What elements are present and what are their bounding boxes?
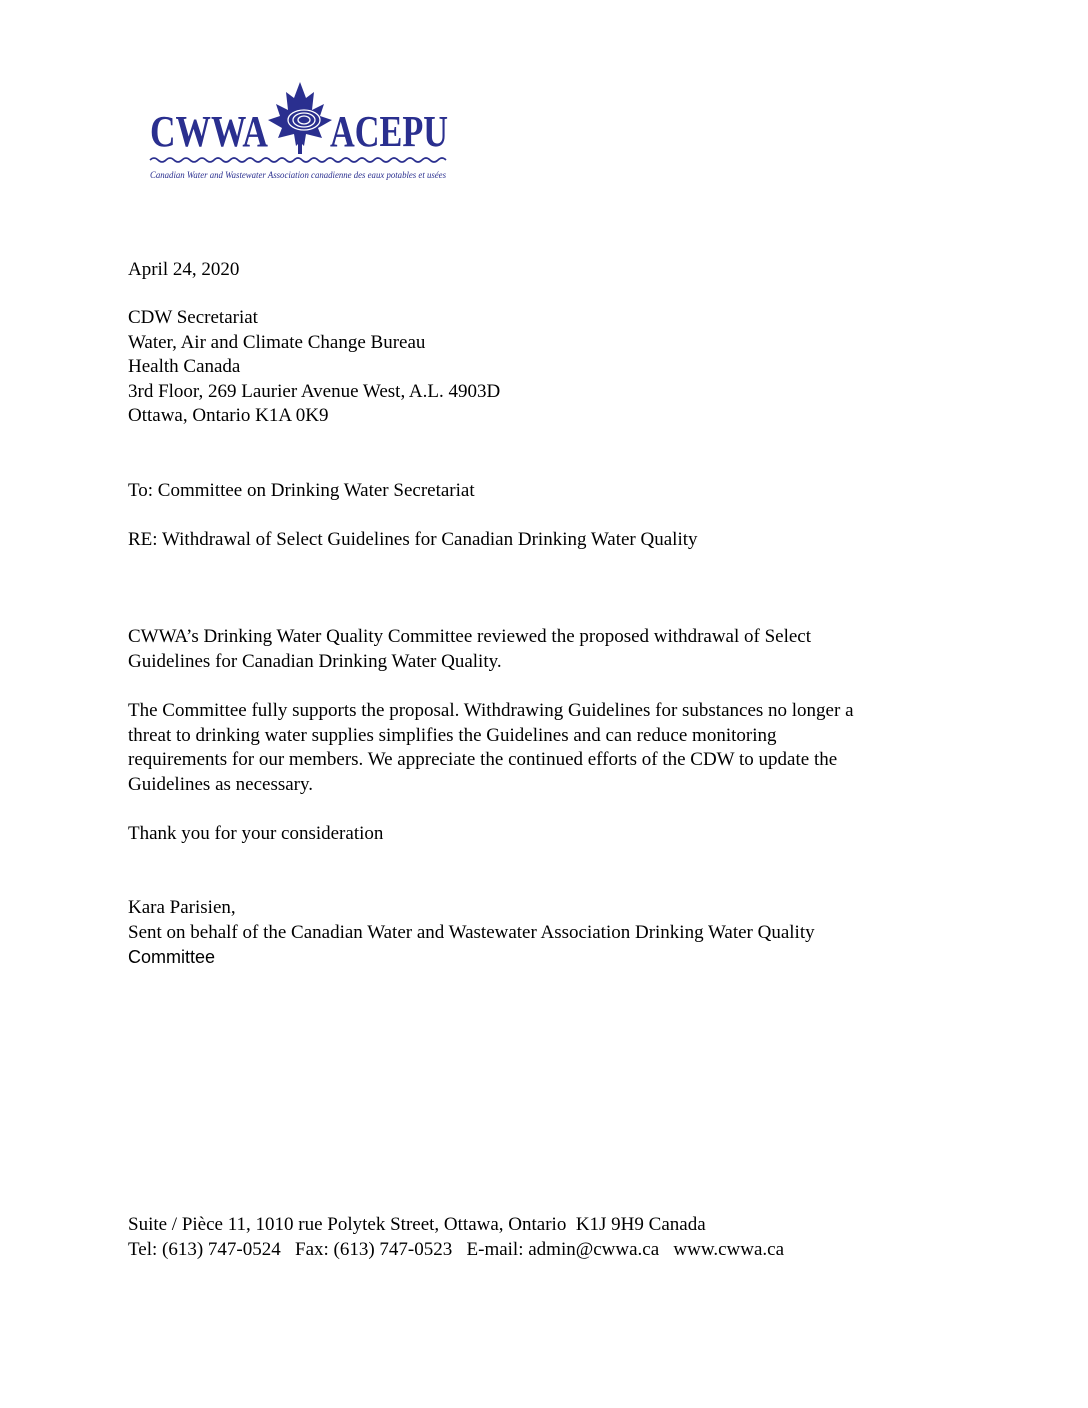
closing-text: Thank you for your consideration [128,823,384,844]
body-paragraph-1 [128,625,811,674]
subject-text: RE: Withdrawal of Select Guidelines for Canadian Drinking Water Quality [128,529,698,550]
footer-contact: Tel: (613) 747-0524 Fax: (613) 747-0523 E-mail: admin@cwwa.ca www.cwwa.ca [128,1238,785,1260]
paragraph-line: threat to drinking water supplies simplifies the Guidelines and can reduce monitoring [128,724,777,746]
address-line: CDW Secretariat [128,307,258,328]
subject-line [128,528,698,553]
recipient-address [128,306,500,429]
date-text: April 24, 2020 [128,259,240,280]
signature-block [128,896,815,970]
logo-tagline: Canadian Water and Wastewater Association canadienne des eaux potables et usées [150,170,447,180]
to-line [128,479,475,504]
maple-leaf-icon [268,82,332,154]
letter-footer [128,1213,784,1262]
cwwa-logo [148,80,450,188]
address-line: Ottawa, Ontario K1A 0K9 [128,405,329,426]
address-line: Health Canada [128,356,241,377]
paragraph-line: CWWA’s Drinking Water Quality Committee reviewed the proposed withdrawal of Select [128,626,812,647]
footer-address: Suite / Pièce 11, 1010 rue Polytek Street, Ottawa, Ontario K1J 9H9 Canada [128,1214,706,1235]
logo-right-word: ACEPU [330,107,448,156]
address-line: Water, Air and Climate Change Bureau [128,331,426,353]
to-text: To: Committee on Drinking Water Secretariat [128,480,475,501]
signer-line-end: Committee [128,947,216,967]
closing-line [128,822,383,847]
signer-line: Sent on behalf of the Canadian Water and Wastewater Association Drinking Water Quality [128,921,815,943]
body-paragraph-2 [128,699,854,797]
paragraph-line: Guidelines for Canadian Drinking Water Quality. [128,650,502,672]
letter-date [128,258,239,283]
paragraph-line: requirements for our members. We appreciate the continued efforts of the CDW to update the [128,749,838,770]
logo-left-word: CWWA [150,107,269,156]
signer-name: Kara Parisien, [128,897,236,918]
paragraph-line: The Committee fully supports the proposal. Withdrawing Guidelines for substances no longer a [128,700,854,721]
address-line: 3rd Floor, 269 Laurier Avenue West, A.L. 4903D [128,380,501,402]
paragraph-line: Guidelines as necessary. [128,773,314,795]
wave-line [150,158,446,162]
